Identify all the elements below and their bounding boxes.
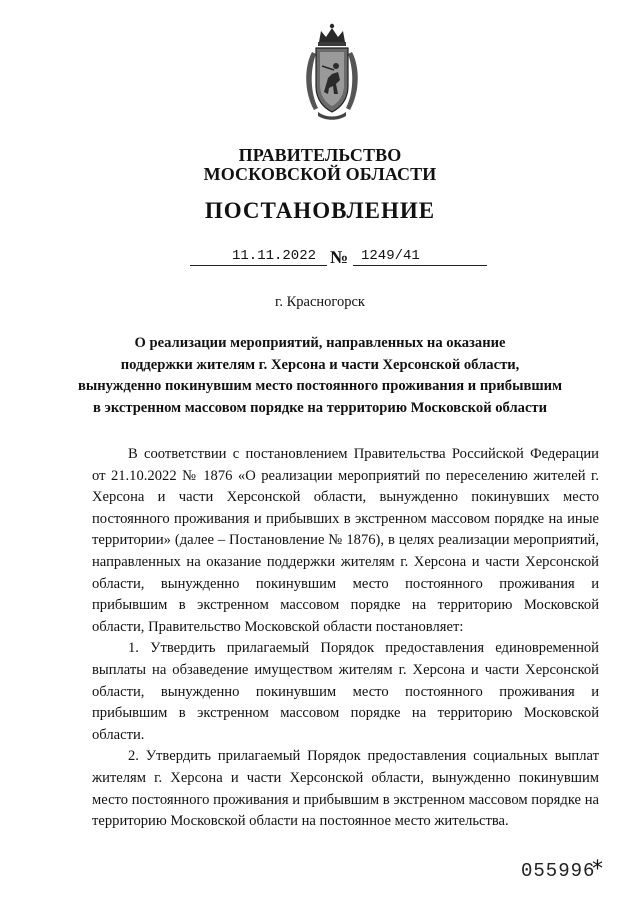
title-line: в экстренном массовом порядке на территорию Московской области [92,399,548,416]
organization-line-1: ПРАВИТЕЛЬСТВО [238,145,402,165]
document-meta [0,248,640,272]
title-line: вынужденно покинувшим место постоянного проживания и прибывшим [77,378,563,394]
date-underline [190,265,327,266]
asterisk-mark: * [592,857,603,882]
document-body [92,444,599,833]
number-sign: № [330,247,349,267]
number-underline [353,265,487,266]
document-title [0,333,640,419]
document-date: 11.11.2022 [232,248,317,264]
organization-name [0,146,640,184]
document-type: ПОСТАНОВЛЕНИЕ [204,198,436,223]
organization-line-2: МОСКОВСКОЙ ОБЛАСТИ [203,164,437,184]
document-number: 1249/41 [361,248,420,264]
title-line: поддержки жителям г. Херсона и части Херсонской области, [120,356,520,373]
title-line: О реализации мероприятий, направленных на оказание [134,335,506,351]
body-paragraph-item-2: 2. Утвердить прилагаемый Порядок предоставления социальных выплат жителям г. Херсона и части Херсонской области, вынужденно покинувшим место постоянного проживания и прибывшим в экстренном массовом порядке на территорию Московской области на постоянное место жительства. [92,748,599,830]
body-paragraph-item-1: 1. Утвердить прилагаемый Порядок предоставления единовременной выплаты на обзаведение имуществом жителям г. Херсона и части Херсонской области, вынужденно покинувшим место постоянного проживания и прибывшим в экстренном массовом порядке на территорию Московской области. [92,640,599,743]
coat-of-arms-emblem [302,22,362,122]
city: г. Красногорск [275,294,365,310]
serial-number-stamp: 055996 [521,860,596,882]
body-paragraph-preamble: В соответствии с постановлением Правительства Российской Федерации от 21.10.2022 № 1876 «О реализации мероприятий по переселению жителей г. Херсона и части Херсонской области, вынужденно покинувших место постоянного проживания и прибывших в экстренном массовом порядке на иные территории» (далее – Постановление № 1876), в целях реализации мероприятий, направленных на оказание поддержки жителям г. Херсона и части Херсонской области, вынужденно покинувшим место постоянного проживания и прибывшим в экстренном массовом порядке на территорию Московской области, Правительство Московской области постановляет: [92,446,599,635]
